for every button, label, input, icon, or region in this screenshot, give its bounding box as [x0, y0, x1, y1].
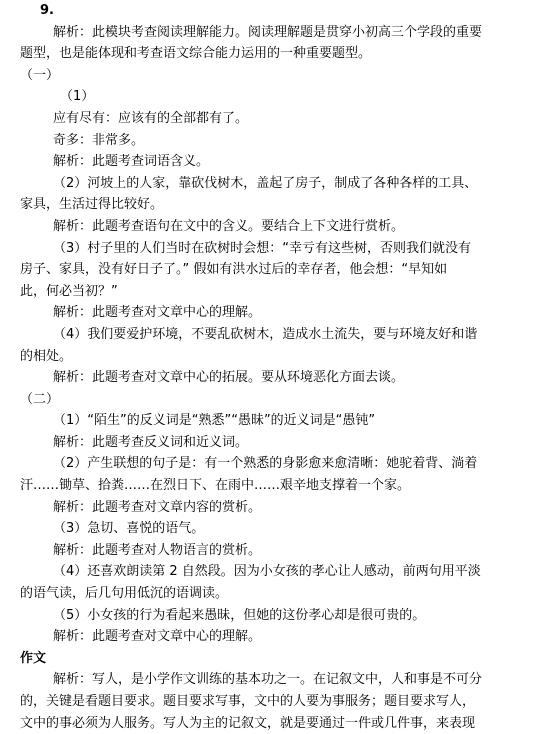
text-line: 解析：此题考查对人物语言的赏析。: [53, 542, 262, 558]
text-line: 奇多：非常多。: [53, 132, 145, 148]
text-line: 解析：此题考查对文章内容的赏析。: [53, 499, 262, 515]
text-line: （2）产生联想的句子是：有一个熟悉的身影愈来愈清晰：她驼着背、淌着: [53, 456, 478, 472]
text-line: 的语气读，后几句用低沉的语调读。: [20, 586, 229, 602]
text-line: （3）村子里的人们当时在砍树时会想：“幸亏有这些树，否则我们就没有: [53, 240, 472, 256]
text-line: 题型，也是能体现和考查语文综合能力运用的一种重要题型。: [20, 46, 372, 62]
text-line: 解析：此模块考查阅读理解能力。阅读理解题是贯穿小初高三个学段的重要: [53, 24, 483, 40]
section-heading: 作文: [20, 650, 47, 666]
question-number: 9.: [40, 3, 54, 18]
text-line: 解析：此题考查对文章中心的理解。: [53, 305, 262, 321]
text-line: （2）河坡上的人家，靠砍伐树木，盖起了房子，制成了各种各样的工具、: [53, 175, 478, 191]
text-line: （3）急切、喜悦的语气。: [53, 521, 205, 537]
section-heading: （二）: [20, 391, 60, 407]
text-line: 解析：写人，是小学作文训练的基本功之一。在记叙文中，人和事是不可分: [53, 672, 483, 688]
text-line: （5）小女孩的行为看起来愚昧，但她的这份孝心却是很可贵的。: [53, 607, 426, 623]
text-line: 的相处。: [20, 348, 73, 364]
text-line: 此，何必当初？”: [20, 283, 118, 299]
text-line: 解析：此题考查对文章中心的拓展。要从环境恶化方面去谈。: [53, 370, 405, 386]
text-line: 家具，生活过得比较好。: [20, 197, 164, 213]
text-line: 解析：此题考查语句在文中的含义。要结合上下文进行赏析。: [53, 218, 405, 234]
text-line: （4）我们要爱护环境，不要乱砍树木，造成水土流失，要与环境友好和谐: [53, 326, 478, 342]
text-line: 的，关键是看题目要求。题目要求写事，文中的人要为事服务；题目要求写人，: [20, 694, 476, 709]
text-line: （1）“陌生”的反义词是“熟悉”“愚昧”的近义词是“愚钝”: [53, 413, 376, 429]
text-line: 解析：此题考查词语含义。: [53, 154, 210, 170]
text-line: 应有尽有：应该有的全部都有了。: [53, 110, 249, 126]
text-line: 房子、家具，没有好日子了。” 假如有洪水过后的幸存者，他会想：“早知如: [20, 262, 448, 278]
text-line: （1）: [60, 89, 95, 105]
text-line: 解析：此题考查反义词和近义词。: [53, 434, 249, 450]
section-heading: （一）: [20, 67, 60, 83]
text-line: 解析：此题考查对文章中心的理解。: [53, 629, 262, 645]
text-line: 汗……锄草、拾粪……在烈日下、在雨中……艰辛地支撑着一个家。: [20, 478, 411, 494]
text-line: 文中的事必须为人服务。写人为主的记叙文，就是要通过一件或几件事，来表现: [20, 715, 476, 731]
text-line: （4）还喜欢朗读第 2 自然段。因为小女孩的孝心让人感动，前两句用平淡: [53, 564, 481, 580]
